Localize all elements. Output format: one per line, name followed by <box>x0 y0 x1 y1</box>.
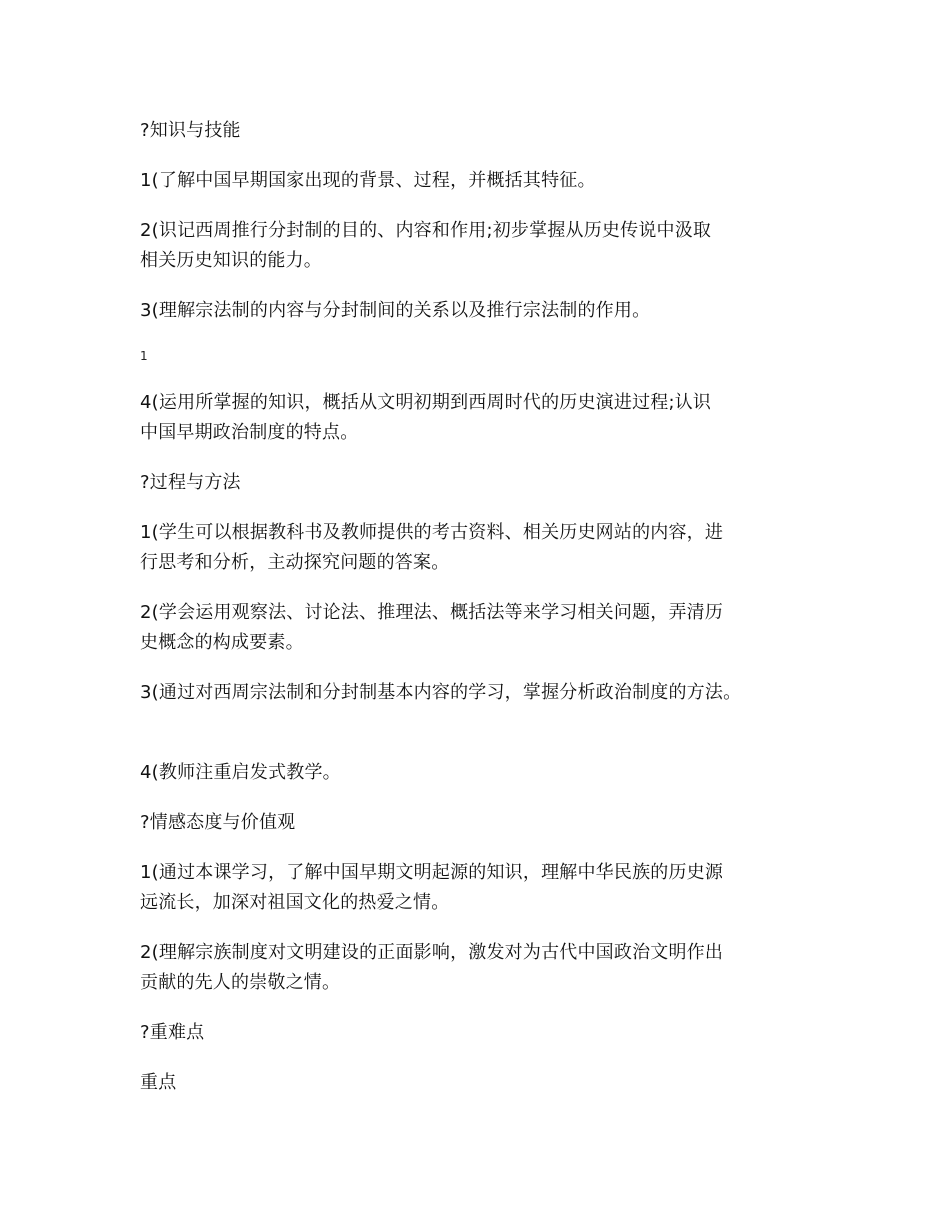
section-heading-emotion-values: ?情感态度与价值观 <box>140 812 296 833</box>
paragraph-process-2: 2(学会运用观察法、讨论法、推理法、概括法等来学习相关问题，弄清历 史概念的构成要素。 <box>140 602 724 653</box>
paragraph-process-4: 4(教师注重启发式教学。 <box>140 762 341 783</box>
section-heading-knowledge-skills: ?知识与技能 <box>140 120 241 141</box>
paragraph-knowledge-1: 1(了解中国早期国家出现的背景、过程，并概括其特征。 <box>140 170 596 191</box>
paragraph-knowledge-4: 4(运用所掌握的知识，概括从文明初期到西周时代的历史演进过程;认识 中国早期政治制度的特点。 <box>140 392 712 443</box>
paragraph-emotion-1: 1(通过本课学习，了解中国早期文明起源的知识，理解中华民族的历史源 远流长，加深对祖国文化的热爱之情。 <box>140 862 724 913</box>
subheading-key-points: 重点 <box>140 1072 177 1093</box>
paragraph-process-1: 1(学生可以根据教科书及教师提供的考古资料、相关历史网站的内容，进 行思考和分析，主动探究问题的答案。 <box>140 522 724 573</box>
paragraph-process-3: 3(通过对西周宗法制和分封制基本内容的学习，掌握分析政治制度的方法。 <box>140 682 742 703</box>
paragraph-emotion-2: 2(理解宗族制度对文明建设的正面影响，激发对为古代中国政治文明作出 贡献的先人的崇敬之情。 <box>140 942 724 993</box>
section-heading-process-methods: ?过程与方法 <box>140 472 241 493</box>
paragraph-knowledge-3: 3(理解宗法制的内容与分封制间的关系以及推行宗法制的作用。 <box>140 300 651 321</box>
paragraph-knowledge-2: 2(识记西周推行分封制的目的、内容和作用;初步掌握从历史传说中汲取 相关历史知识的能力。 <box>140 220 712 271</box>
section-heading-key-difficult-points: ?重难点 <box>140 1022 205 1043</box>
page-number: 1 <box>140 349 148 363</box>
